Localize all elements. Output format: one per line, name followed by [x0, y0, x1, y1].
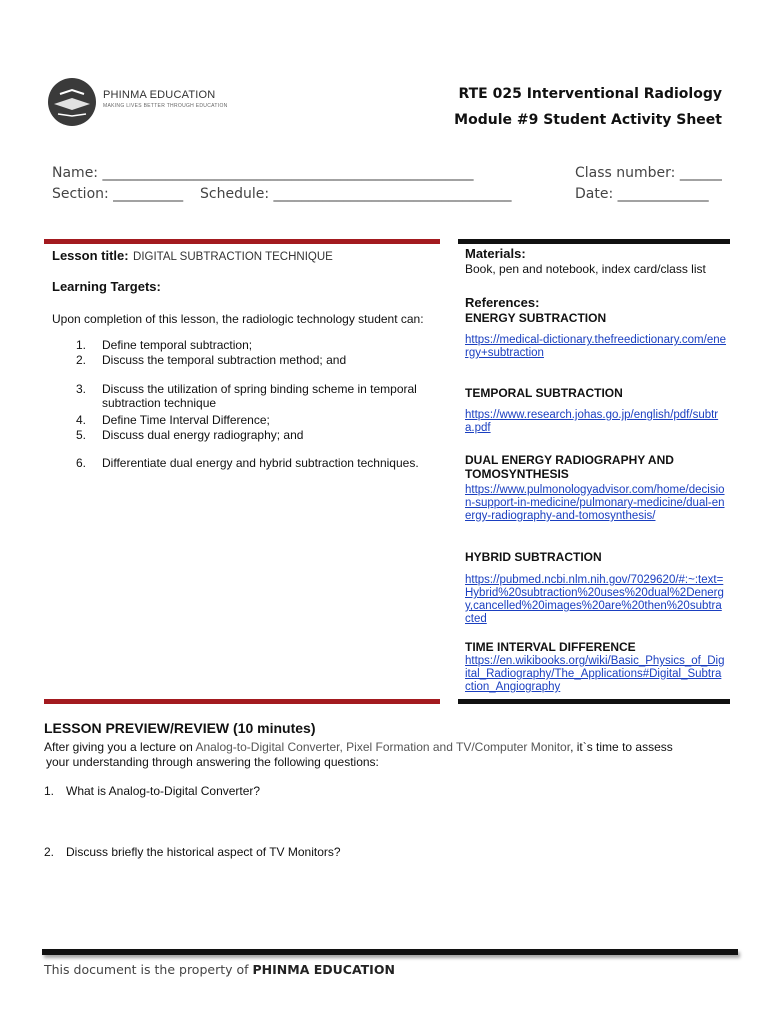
- ref-link-temporal[interactable]: https://www.research.johas.go.jp/english/pdf/subtra.pdf: [465, 409, 719, 434]
- schedule-field[interactable]: Schedule: __________________________________: [200, 186, 512, 202]
- ref-heading-dual-energy: DUAL ENERGY RADIOGRAPHY AND TOMOSYNTHESIS: [465, 453, 674, 481]
- materials-top-bar: [458, 239, 730, 244]
- ref-heading-temporal: TEMPORAL SUBTRACTION: [465, 386, 623, 400]
- module-title: Module #9 Student Activity Sheet: [454, 112, 722, 128]
- preview-intro-cont: your understanding through answering the following questions:: [46, 755, 379, 769]
- brand-tagline: MAKING LIVES BETTER THROUGH EDUCATION: [103, 103, 228, 109]
- preview-heading: LESSON PREVIEW/REVIEW (10 minutes): [44, 720, 316, 736]
- course-title: RTE 025 Interventional Radiology: [458, 86, 722, 102]
- phinma-logo: [46, 72, 226, 132]
- class-number-field[interactable]: Class number: ______: [575, 165, 722, 181]
- targets-intro: Upon completion of this lesson, the radiologic technology student can:: [52, 312, 424, 326]
- section-field[interactable]: Section: __________: [52, 186, 184, 202]
- footer-text: This document is the property of PHINMA EDUCATION: [44, 962, 395, 977]
- date-field[interactable]: Date: _____________: [575, 186, 709, 202]
- lesson-title-label: Lesson title:: [52, 248, 129, 263]
- ref-link-hybrid[interactable]: https://pubmed.ncbi.nlm.nih.gov/7029620/#:~:text=Hybrid%20subtraction%20uses%20dual%2Denergy,cancelled%20images%20are%20then%20subtracted: [465, 574, 724, 625]
- question-2: 2. Discuss briefly the historical aspect of TV Monitors?: [44, 845, 341, 859]
- references-heading: References:: [465, 295, 540, 310]
- ref-heading-energy: ENERGY SUBTRACTION: [465, 311, 607, 325]
- ref-link-time-interval[interactable]: https://en.wikibooks.org/wiki/Basic_Physics_of_Digital_Radiography/The_Applications#Digital_Subtraction_Angiography: [465, 655, 725, 693]
- ref-heading-time-interval: TIME INTERVAL DIFFERENCE: [465, 640, 636, 654]
- materials-heading: Materials:: [465, 246, 526, 261]
- lesson-bottom-bar: [44, 699, 440, 704]
- materials-bottom-bar: [458, 699, 730, 704]
- name-field[interactable]: Name: _____________________________________________________: [52, 165, 474, 181]
- materials-text: Book, pen and notebook, index card/class list: [465, 262, 706, 276]
- preview-intro: After giving you a lecture on Analog-to-Digital Converter, Pixel Formation and TV/Computer Monitor, it`s time to assess: [44, 740, 673, 754]
- lesson-top-bar: [44, 239, 440, 244]
- ref-link-dual-energy[interactable]: https://www.pulmonologyadvisor.com/home/decision-support-in-medicine/pulmonary-medicine/dual-energy-radiography-and-tomosynthesis/: [465, 484, 725, 522]
- ref-link-energy[interactable]: https://medical-dictionary.thefreedictionary.com/energy+subtraction: [465, 334, 727, 359]
- learning-targets-heading: Learning Targets:: [52, 279, 161, 294]
- lesson-title: [52, 247, 333, 265]
- question-1: 1. What is Analog-to-Digital Converter?: [44, 784, 261, 798]
- brand-name: PHINMA EDUCATION: [103, 89, 216, 101]
- ref-heading-hybrid: HYBRID SUBTRACTION: [465, 550, 602, 564]
- footer-rule: [42, 949, 738, 955]
- lesson-title-value: DIGITAL SUBTRACTION TECHNIQUE: [133, 251, 333, 263]
